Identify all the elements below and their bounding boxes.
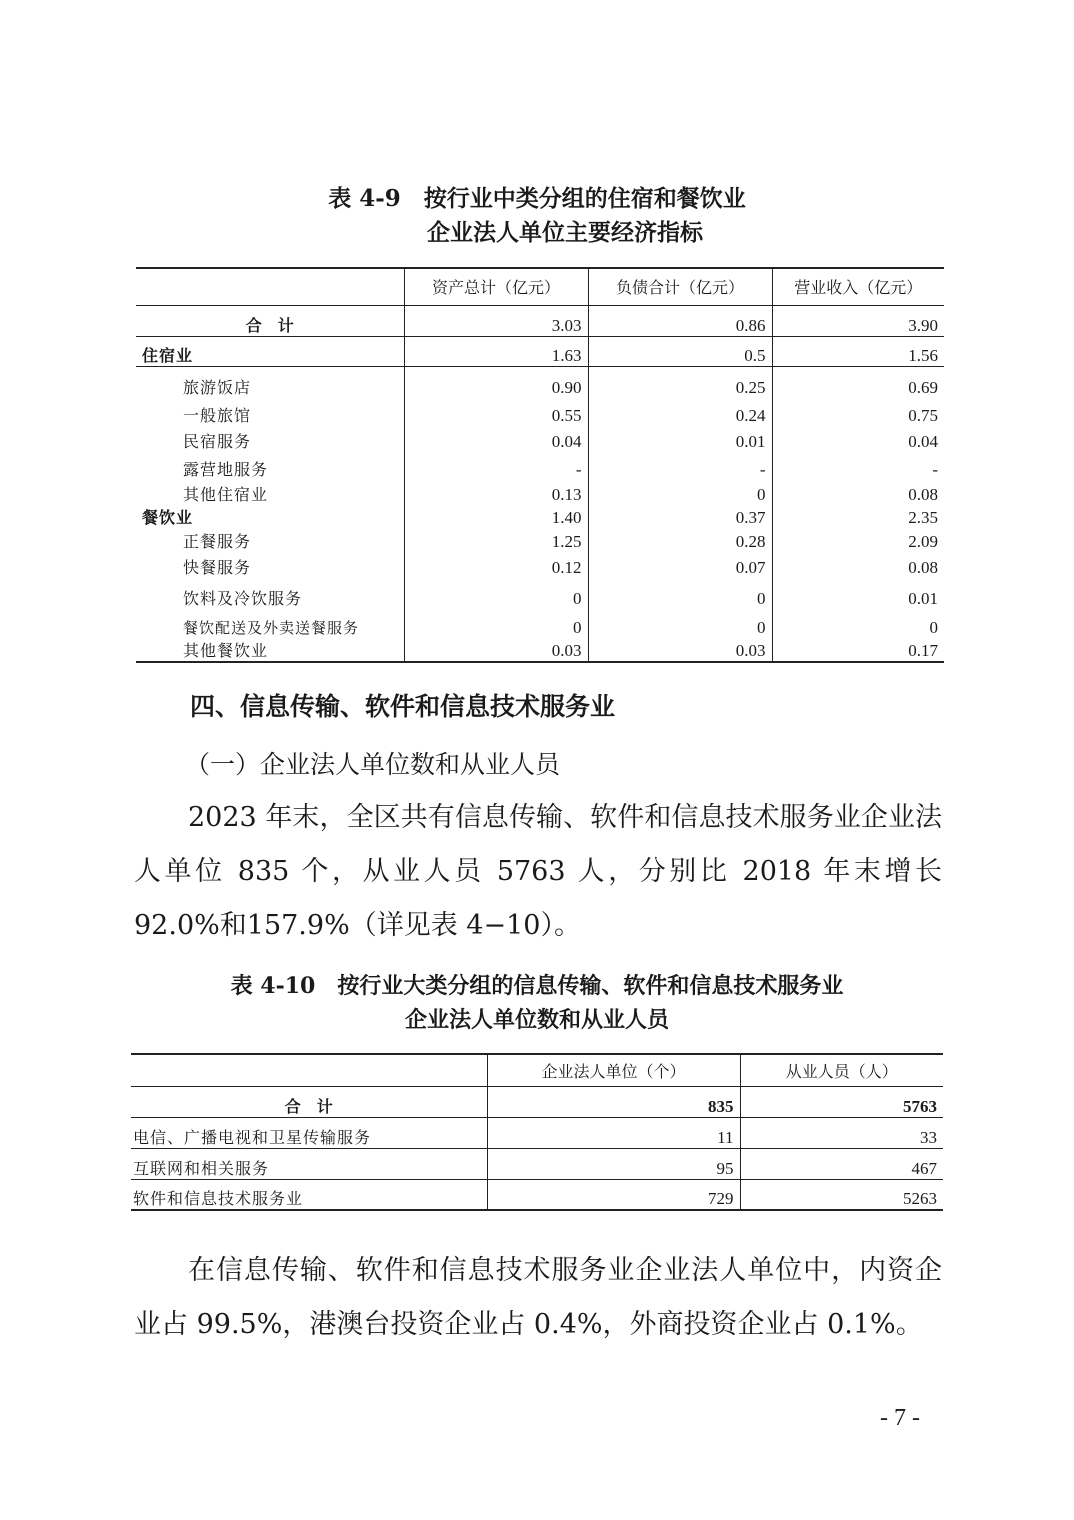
- cell-revenue: 2.09: [772, 528, 944, 552]
- cell-employees: 5763: [740, 1086, 943, 1117]
- table-row: [136, 638, 944, 662]
- table-4-9-title-line2: 企业法人单位主要经济指标: [427, 219, 703, 246]
- header-assets: 资产总计（亿元）: [404, 268, 588, 305]
- row-label: 正餐服务: [183, 532, 252, 551]
- cell-assets: 0.55: [404, 398, 588, 426]
- row-label: 一般旅馆: [183, 406, 252, 425]
- cell-assets: 0.03: [404, 638, 588, 662]
- row-label: 餐饮业: [142, 508, 194, 527]
- cell-assets: 0.13: [404, 480, 588, 505]
- cell-liabilities: -: [588, 452, 772, 480]
- table-4-10: [131, 1053, 943, 1211]
- table-row: [131, 1117, 943, 1148]
- cell-assets: 0.04: [404, 426, 588, 452]
- cell-revenue: 0: [772, 609, 944, 638]
- cell-units: 835: [487, 1086, 740, 1117]
- row-label: 民宿服务: [183, 432, 252, 451]
- cell-assets: 0.12: [404, 552, 588, 578]
- cell-revenue: 0.17: [772, 638, 944, 662]
- table-row: [136, 366, 944, 398]
- cell-units: 11: [487, 1117, 740, 1148]
- row-label: 其他餐饮业: [183, 641, 269, 660]
- cell-revenue: 1.56: [772, 336, 944, 366]
- page-number: - 7 -: [880, 1405, 920, 1431]
- table-4-10-title-line1: 表 4-10 按行业大类分组的信息传输、软件和信息技术服务业: [230, 973, 844, 999]
- cell-units: 95: [487, 1148, 740, 1179]
- cell-liabilities: 0: [588, 578, 772, 609]
- row-label: 其他住宿业: [183, 485, 269, 504]
- row-label: 电信、广播电视和卫星传输服务: [131, 1117, 487, 1148]
- header-liabilities: 负债合计（亿元）: [588, 268, 772, 305]
- row-label: 合 计: [136, 305, 404, 336]
- cell-liabilities: 0.5: [588, 336, 772, 366]
- row-label: 合 计: [131, 1086, 487, 1117]
- table-4-10-title-line2: 企业法人单位数和从业人员: [404, 1007, 669, 1033]
- cell-liabilities: 0.07: [588, 552, 772, 578]
- table-row: [136, 480, 944, 505]
- cell-revenue: 0.01: [772, 578, 944, 609]
- cell-revenue: 2.35: [772, 505, 944, 528]
- row-label: 饮料及冷饮服务: [183, 589, 303, 608]
- header-revenue: 营业收入（亿元）: [772, 268, 944, 305]
- cell-liabilities: 0.28: [588, 528, 772, 552]
- table-row: [136, 609, 944, 638]
- header-label: [131, 1054, 487, 1086]
- cell-liabilities: 0.25: [588, 366, 772, 398]
- cell-assets: 0: [404, 578, 588, 609]
- cell-employees: 5263: [740, 1179, 943, 1210]
- table-row: [136, 426, 944, 452]
- table-row-total: [131, 1086, 943, 1117]
- table-row: [136, 452, 944, 480]
- cell-units: 729: [487, 1179, 740, 1210]
- cell-assets: 0.90: [404, 366, 588, 398]
- row-label: 互联网和相关服务: [131, 1148, 487, 1179]
- paragraph: 在信息传输、软件和信息技术服务业企业法人单位中，内资企业占 99.5%，港澳台投资企业占 0.4%，外商投资企业占 0.1%。: [134, 1255, 942, 1340]
- table-row: [131, 1148, 943, 1179]
- table-row: [136, 528, 944, 552]
- cell-assets: 1.63: [404, 336, 588, 366]
- cell-liabilities: 0.03: [588, 638, 772, 662]
- row-label: 露营地服务: [183, 460, 269, 479]
- header-employees: 从业人员（人）: [740, 1054, 943, 1086]
- row-label: 快餐服务: [183, 558, 252, 577]
- cell-assets: 1.25: [404, 528, 588, 552]
- paragraph: 2023 年末，全区共有信息传输、软件和信息技术服务业企业法人单位 835 个，从业人员 5763 人，分别比 2018 年末增长 92.0%和157.9%（详见表 4−10）。: [134, 802, 942, 941]
- cell-liabilities: 0: [588, 480, 772, 505]
- table-row: [131, 1179, 943, 1210]
- section-subheading: （一）企业法人单位数和从业人员: [185, 750, 561, 779]
- cell-liabilities: 0.86: [588, 305, 772, 336]
- table-row: [136, 552, 944, 578]
- header-label: [136, 268, 404, 305]
- table-row-total: [136, 305, 944, 336]
- table-header-row: [131, 1054, 943, 1086]
- header-units: 企业法人单位（个）: [487, 1054, 740, 1086]
- table-row: [136, 336, 944, 366]
- table-row: [136, 398, 944, 426]
- cell-liabilities: 0.01: [588, 426, 772, 452]
- cell-revenue: 0.75: [772, 398, 944, 426]
- cell-revenue: 0.08: [772, 552, 944, 578]
- table-4-9-title-line1: 表 4-9 按行业中类分组的住宿和餐饮业: [328, 185, 746, 212]
- cell-liabilities: 0.24: [588, 398, 772, 426]
- cell-employees: 467: [740, 1148, 943, 1179]
- row-label: 软件和信息技术服务业: [133, 1189, 304, 1208]
- cell-assets: 1.40: [404, 505, 588, 528]
- cell-assets: 3.03: [404, 305, 588, 336]
- row-label: 旅游饭店: [183, 378, 252, 397]
- row-label: 住宿业: [136, 336, 404, 366]
- table-row: [136, 578, 944, 609]
- cell-revenue: 0.69: [772, 366, 944, 398]
- cell-liabilities: 0: [588, 609, 772, 638]
- table-header-row: [136, 268, 944, 305]
- cell-revenue: -: [772, 452, 944, 480]
- cell-liabilities: 0.37: [588, 505, 772, 528]
- cell-employees: 33: [740, 1117, 943, 1148]
- cell-revenue: 0.08: [772, 480, 944, 505]
- table-row: [136, 505, 944, 528]
- row-label: 餐饮配送及外卖送餐服务: [183, 619, 360, 637]
- cell-assets: 0: [404, 609, 588, 638]
- cell-assets: -: [404, 452, 588, 480]
- section-heading: 四、信息传输、软件和信息技术服务业: [190, 692, 616, 721]
- cell-revenue: 3.90: [772, 305, 944, 336]
- cell-revenue: 0.04: [772, 426, 944, 452]
- table-4-9: [136, 267, 944, 663]
